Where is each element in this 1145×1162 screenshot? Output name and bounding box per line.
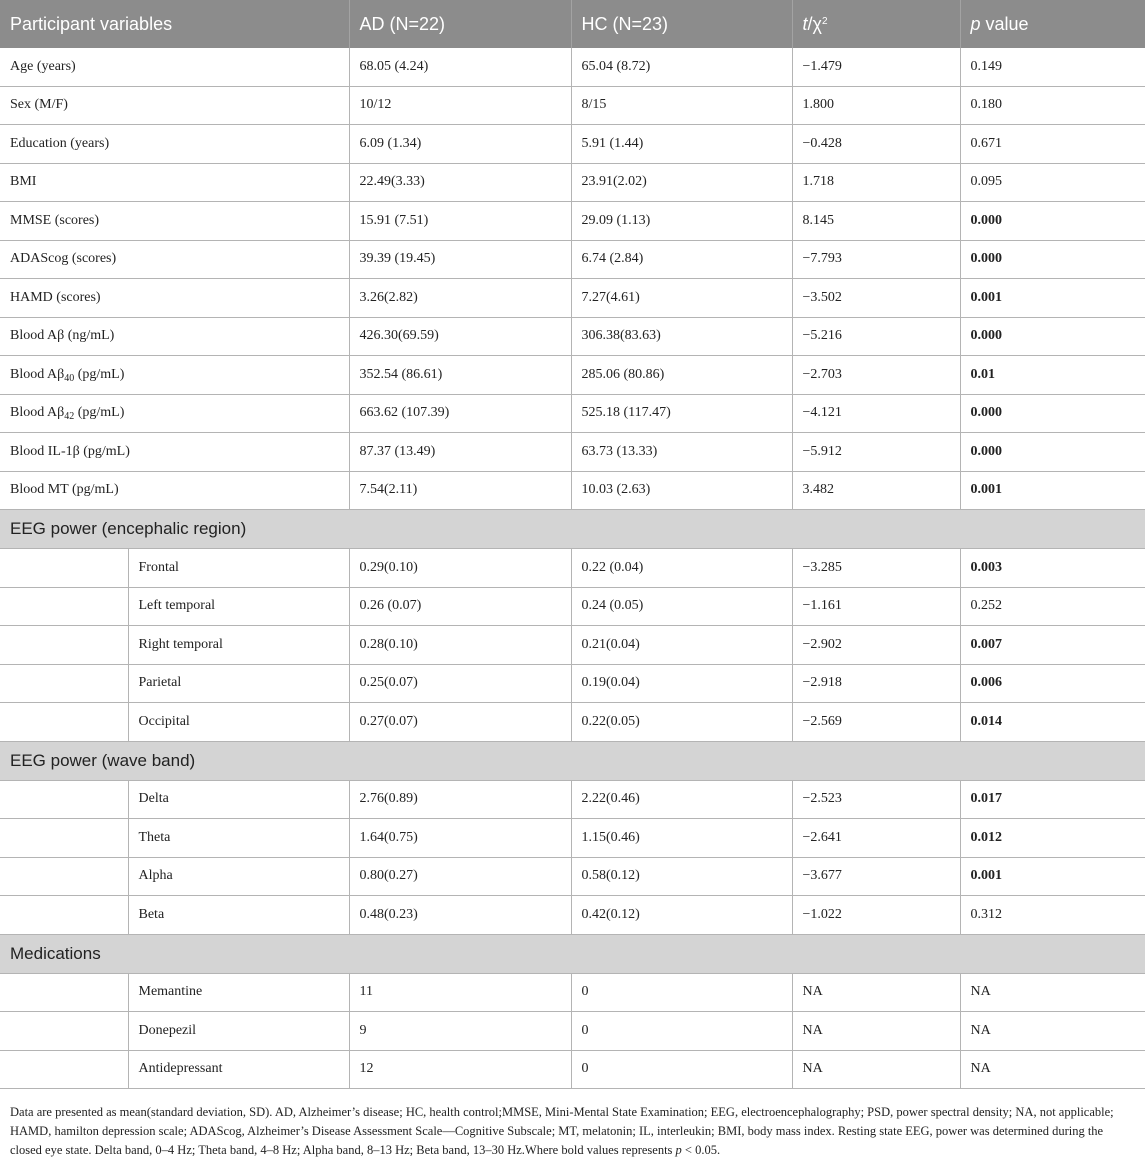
row-label: Donepezil bbox=[128, 1012, 349, 1051]
cell-t: −2.918 bbox=[792, 664, 960, 703]
cell-t: NA bbox=[792, 1050, 960, 1089]
label-subscript: 42 bbox=[64, 411, 75, 423]
cell-hc: 0 bbox=[571, 1012, 792, 1051]
cell-hc: 0.22 (0.04) bbox=[571, 549, 792, 588]
cell-ad: 22.49(3.33) bbox=[349, 163, 571, 202]
cell-hc: 65.04 (8.72) bbox=[571, 48, 792, 86]
cell-hc: 0.58(0.12) bbox=[571, 857, 792, 896]
cell-hc: 1.15(0.46) bbox=[571, 819, 792, 858]
row-label: Right temporal bbox=[128, 626, 349, 665]
label-prefix: Blood Aβ bbox=[10, 405, 65, 421]
cell-p: 0.000 bbox=[960, 317, 1145, 356]
section-row-encephalic-region bbox=[0, 510, 1145, 549]
cell-hc: 5.91 (1.44) bbox=[571, 125, 792, 164]
cell-p: NA bbox=[960, 1012, 1145, 1051]
cell-t: −3.677 bbox=[792, 857, 960, 896]
cell-ad: 15.91 (7.51) bbox=[349, 202, 571, 241]
indent-cell bbox=[0, 549, 128, 588]
row-label: Left temporal bbox=[128, 587, 349, 626]
row-label: Delta bbox=[128, 780, 349, 819]
row-label: Memantine bbox=[128, 973, 349, 1012]
table-row bbox=[0, 780, 1145, 819]
row-label: Education (years) bbox=[0, 125, 349, 164]
table-row bbox=[0, 356, 1145, 395]
cell-p: 0.000 bbox=[960, 433, 1145, 472]
cell-ad: 0.28(0.10) bbox=[349, 626, 571, 665]
table-row bbox=[0, 549, 1145, 588]
cell-p: 0.149 bbox=[960, 48, 1145, 86]
cell-hc: 6.74 (2.84) bbox=[571, 240, 792, 279]
header-chi: /χ bbox=[807, 13, 822, 34]
row-label: Occipital bbox=[128, 703, 349, 742]
table-row bbox=[0, 86, 1145, 125]
cell-ad: 3.26(2.82) bbox=[349, 279, 571, 318]
section-row-wave-band bbox=[0, 741, 1145, 780]
cell-t: −3.502 bbox=[792, 279, 960, 318]
label-suffix: (pg/mL) bbox=[74, 405, 125, 421]
indent-cell bbox=[0, 780, 128, 819]
row-label: Alpha bbox=[128, 857, 349, 896]
row-label: HAMD (scores) bbox=[0, 279, 349, 318]
row-label: Blood Aβ (ng/mL) bbox=[0, 317, 349, 356]
cell-p: 0.007 bbox=[960, 626, 1145, 665]
cell-t: −2.902 bbox=[792, 626, 960, 665]
header-participant-variables: Participant variables bbox=[0, 0, 349, 48]
cell-p: 0.000 bbox=[960, 394, 1145, 433]
cell-ad: 0.27(0.07) bbox=[349, 703, 571, 742]
table-row bbox=[0, 202, 1145, 241]
cell-ad: 0.48(0.23) bbox=[349, 896, 571, 935]
cell-p: 0.252 bbox=[960, 587, 1145, 626]
table-row bbox=[0, 587, 1145, 626]
row-label: Antidepressant bbox=[128, 1050, 349, 1089]
header-t-chi bbox=[792, 0, 960, 48]
cell-hc: 0.19(0.04) bbox=[571, 664, 792, 703]
cell-t: −5.216 bbox=[792, 317, 960, 356]
footnote-text: Data are presented as mean(standard deviation, SD). AD, Alzheimer’s disease; HC, health control;MMSE, Mini-Mental State Examination; EEG, electroencephalography; PSD, power spectral density; NA, not applicable; HAMD, hamilton depression scale; ADAScog, Alzheimer’s Disease Assessment Scale—Cognitive Subscale; MT, melatonin; IL, interleukin; BMI, body mass index. Resting state EEG, power was determined during the closed eye state. Delta band, 0–4 Hz; Theta band, 4–8 Hz; Alpha band, 8–13 Hz; Beta band, 13–30 Hz.Where bold values represents bbox=[10, 1105, 1114, 1157]
table-row bbox=[0, 703, 1145, 742]
footnote-p-italic: p bbox=[675, 1143, 682, 1157]
cell-hc: 525.18 (117.47) bbox=[571, 394, 792, 433]
header-hc: HC (N=23) bbox=[571, 0, 792, 48]
cell-p: 0.000 bbox=[960, 202, 1145, 241]
cell-t: NA bbox=[792, 1012, 960, 1051]
cell-ad: 352.54 (86.61) bbox=[349, 356, 571, 395]
cell-t: −2.523 bbox=[792, 780, 960, 819]
row-label: BMI bbox=[0, 163, 349, 202]
indent-cell bbox=[0, 1050, 128, 1089]
label-prefix: Blood Aβ bbox=[10, 366, 65, 382]
cell-p: 0.017 bbox=[960, 780, 1145, 819]
cell-p: 0.003 bbox=[960, 549, 1145, 588]
cell-t: −2.703 bbox=[792, 356, 960, 395]
indent-cell bbox=[0, 819, 128, 858]
row-label: Parietal bbox=[128, 664, 349, 703]
table-footnote bbox=[10, 1103, 1135, 1160]
cell-hc: 7.27(4.61) bbox=[571, 279, 792, 318]
cell-hc: 63.73 (13.33) bbox=[571, 433, 792, 472]
table-row bbox=[0, 857, 1145, 896]
cell-hc: 0.21(0.04) bbox=[571, 626, 792, 665]
cell-hc: 0.24 (0.05) bbox=[571, 587, 792, 626]
row-label bbox=[0, 356, 349, 395]
cell-ad: 0.26 (0.07) bbox=[349, 587, 571, 626]
cell-ad: 12 bbox=[349, 1050, 571, 1089]
cell-ad: 9 bbox=[349, 1012, 571, 1051]
cell-ad: 0.25(0.07) bbox=[349, 664, 571, 703]
indent-cell bbox=[0, 626, 128, 665]
cell-hc: 0 bbox=[571, 973, 792, 1012]
table-row bbox=[0, 973, 1145, 1012]
row-label: Theta bbox=[128, 819, 349, 858]
row-label: Blood IL-1β (pg/mL) bbox=[0, 433, 349, 472]
cell-ad: 39.39 (19.45) bbox=[349, 240, 571, 279]
cell-hc: 2.22(0.46) bbox=[571, 780, 792, 819]
header-t-italic: t bbox=[802, 13, 808, 34]
cell-p: 0.000 bbox=[960, 240, 1145, 279]
cell-p: 0.001 bbox=[960, 857, 1145, 896]
row-label: Beta bbox=[128, 896, 349, 935]
cell-t: −0.428 bbox=[792, 125, 960, 164]
cell-hc: 10.03 (2.63) bbox=[571, 471, 792, 510]
cell-hc: 29.09 (1.13) bbox=[571, 202, 792, 241]
cell-ad: 7.54(2.11) bbox=[349, 471, 571, 510]
table-row bbox=[0, 1012, 1145, 1051]
section-title: Medications bbox=[0, 934, 1145, 973]
header-p-value bbox=[960, 0, 1145, 48]
table-row bbox=[0, 471, 1145, 510]
cell-p: 0.014 bbox=[960, 703, 1145, 742]
cell-t: −2.569 bbox=[792, 703, 960, 742]
cell-ad: 426.30(69.59) bbox=[349, 317, 571, 356]
cell-ad: 87.37 (13.49) bbox=[349, 433, 571, 472]
cell-ad: 11 bbox=[349, 973, 571, 1012]
section-title: EEG power (wave band) bbox=[0, 741, 1145, 780]
table-row bbox=[0, 317, 1145, 356]
cell-ad: 1.64(0.75) bbox=[349, 819, 571, 858]
cell-hc: 0 bbox=[571, 1050, 792, 1089]
cell-t: −5.912 bbox=[792, 433, 960, 472]
cell-p: 0.095 bbox=[960, 163, 1145, 202]
table-row bbox=[0, 896, 1145, 935]
cell-t: 8.145 bbox=[792, 202, 960, 241]
cell-ad: 6.09 (1.34) bbox=[349, 125, 571, 164]
cell-ad: 663.62 (107.39) bbox=[349, 394, 571, 433]
row-label: Age (years) bbox=[0, 48, 349, 86]
row-label bbox=[0, 394, 349, 433]
cell-p: 0.180 bbox=[960, 86, 1145, 125]
table-row bbox=[0, 1050, 1145, 1089]
table-row bbox=[0, 240, 1145, 279]
footnote-tail: < 0.05. bbox=[681, 1143, 721, 1157]
cell-t: −2.641 bbox=[792, 819, 960, 858]
indent-cell bbox=[0, 587, 128, 626]
cell-p: NA bbox=[960, 973, 1145, 1012]
cell-p: 0.001 bbox=[960, 279, 1145, 318]
cell-t: −3.285 bbox=[792, 549, 960, 588]
table-row bbox=[0, 279, 1145, 318]
table-row bbox=[0, 626, 1145, 665]
cell-ad: 0.80(0.27) bbox=[349, 857, 571, 896]
label-suffix: (pg/mL) bbox=[74, 366, 125, 382]
row-label: Frontal bbox=[128, 549, 349, 588]
table-row bbox=[0, 664, 1145, 703]
header-p-rest: value bbox=[980, 13, 1029, 34]
cell-p: NA bbox=[960, 1050, 1145, 1089]
table-row bbox=[0, 394, 1145, 433]
indent-cell bbox=[0, 1012, 128, 1051]
table-row bbox=[0, 48, 1145, 86]
table-header-row bbox=[0, 0, 1145, 48]
cell-hc: 0.42(0.12) bbox=[571, 896, 792, 935]
cell-p: 0.012 bbox=[960, 819, 1145, 858]
indent-cell bbox=[0, 896, 128, 935]
cell-ad: 2.76(0.89) bbox=[349, 780, 571, 819]
header-chi-sup: 2 bbox=[821, 15, 828, 27]
cell-t: −1.479 bbox=[792, 48, 960, 86]
cell-hc: 285.06 (80.86) bbox=[571, 356, 792, 395]
cell-p: 0.01 bbox=[960, 356, 1145, 395]
section-title: EEG power (encephalic region) bbox=[0, 510, 1145, 549]
cell-t: −1.022 bbox=[792, 896, 960, 935]
table-row bbox=[0, 163, 1145, 202]
cell-hc: 306.38(83.63) bbox=[571, 317, 792, 356]
cell-t: −7.793 bbox=[792, 240, 960, 279]
row-label: Blood MT (pg/mL) bbox=[0, 471, 349, 510]
row-label: Sex (M/F) bbox=[0, 86, 349, 125]
cell-p: 0.001 bbox=[960, 471, 1145, 510]
row-label: MMSE (scores) bbox=[0, 202, 349, 241]
table-row bbox=[0, 125, 1145, 164]
cell-p: 0.671 bbox=[960, 125, 1145, 164]
indent-cell bbox=[0, 857, 128, 896]
row-label: ADAScog (scores) bbox=[0, 240, 349, 279]
cell-t: 3.482 bbox=[792, 471, 960, 510]
cell-t: −1.161 bbox=[792, 587, 960, 626]
indent-cell bbox=[0, 664, 128, 703]
cell-p: 0.006 bbox=[960, 664, 1145, 703]
table-row bbox=[0, 433, 1145, 472]
cell-t: 1.718 bbox=[792, 163, 960, 202]
label-subscript: 40 bbox=[64, 372, 75, 384]
header-p-italic: p bbox=[970, 13, 981, 34]
cell-hc: 23.91(2.02) bbox=[571, 163, 792, 202]
cell-ad: 10/12 bbox=[349, 86, 571, 125]
cell-hc: 8/15 bbox=[571, 86, 792, 125]
section-row-medications bbox=[0, 934, 1145, 973]
cell-t: 1.800 bbox=[792, 86, 960, 125]
cell-t: NA bbox=[792, 973, 960, 1012]
indent-cell bbox=[0, 703, 128, 742]
indent-cell bbox=[0, 973, 128, 1012]
cell-ad: 68.05 (4.24) bbox=[349, 48, 571, 86]
table-row bbox=[0, 819, 1145, 858]
cell-p: 0.312 bbox=[960, 896, 1145, 935]
cell-t: −4.121 bbox=[792, 394, 960, 433]
header-ad: AD (N=22) bbox=[349, 0, 571, 48]
cell-hc: 0.22(0.05) bbox=[571, 703, 792, 742]
cell-ad: 0.29(0.10) bbox=[349, 549, 571, 588]
